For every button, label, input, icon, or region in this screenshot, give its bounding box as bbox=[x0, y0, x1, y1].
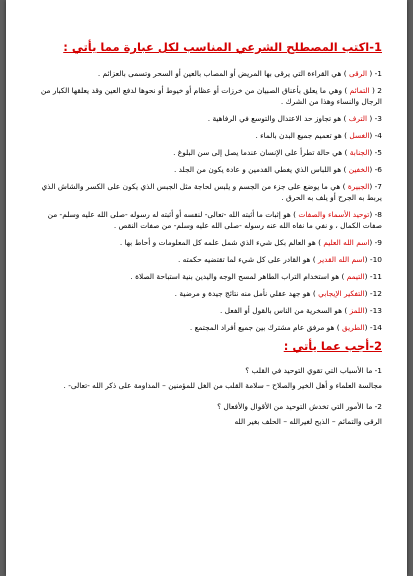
definition-text: ) هي القراءة التي يرقى بها المريض أو المصاب بالعين أو السحر وتسمى بالعزائم . bbox=[97, 69, 347, 78]
definitions-list bbox=[31, 68, 382, 333]
open-paren: ( bbox=[369, 165, 373, 174]
open-paren: ( bbox=[369, 69, 373, 78]
item-number: 2 bbox=[377, 86, 382, 95]
term-answer: الترف bbox=[346, 114, 370, 123]
open-paren: ( bbox=[364, 323, 368, 332]
open-paren: ( bbox=[369, 182, 373, 191]
term-answer: التفكير الإيجابي bbox=[318, 289, 365, 298]
term-answer: الخفين bbox=[348, 165, 370, 174]
item-number: 12- bbox=[369, 289, 382, 298]
open-paren: ( bbox=[369, 114, 373, 123]
open-paren: ( bbox=[372, 86, 375, 95]
term-answer: التيمم bbox=[346, 272, 365, 281]
definition-item bbox=[31, 305, 382, 316]
definition-item bbox=[31, 181, 382, 203]
definition-text: ) هي ما يوضع على جزء من الجسم و يلبس لحاجة مثل الجبس الذي يكون على الكسر والشاش الذي يربط به الجرح أو يلف به الحرق . bbox=[41, 182, 382, 202]
answer-text: الرقى والتمائم – الذبح لغيرالله – الحلف بغير الله bbox=[234, 417, 382, 426]
definition-text: ) هو جهد عقلي نأمل منه نتائج جيدة و مرضية . bbox=[174, 289, 316, 298]
definition-item bbox=[31, 271, 382, 282]
definition-item bbox=[31, 68, 382, 79]
definition-item bbox=[31, 113, 382, 124]
item-number: 1- bbox=[374, 69, 382, 78]
definition-text: ) هو إثبات ما أثبته الله -تعالى- لنفسه أو أثبته له رسوله -صلى الله عليه وسلم- من صفات الكمال ، و نفي ما نفاه الله عنه رسوله -صلى الله عليه وسلم- من صفات النقص . bbox=[47, 210, 382, 230]
open-paren: ( bbox=[369, 131, 373, 140]
definition-text: ) هو مرفق عام مشترك بين جميع أفراد المجتمع . bbox=[189, 323, 340, 332]
definition-item bbox=[31, 288, 382, 299]
term-answer: الرقى bbox=[346, 69, 370, 78]
term-answer: اللمز bbox=[349, 306, 365, 315]
definition-item bbox=[31, 237, 382, 248]
definition-item bbox=[31, 322, 382, 333]
definition-item bbox=[31, 130, 382, 141]
questions-list bbox=[31, 365, 382, 427]
term-answer: اسم الله العليم bbox=[323, 238, 370, 247]
definition-item bbox=[31, 147, 382, 158]
term-answer: اسم الله القدير bbox=[318, 255, 365, 264]
open-paren: ( bbox=[364, 306, 368, 315]
item-number: 3- bbox=[374, 114, 382, 123]
definition-text: ) هو تعميم جميع البدن بالماء . bbox=[255, 131, 347, 140]
question-text: 2- ما الأمور التي تخدش التوحيد من الأقوال والأفعال ؟ bbox=[217, 402, 382, 411]
open-paren: ( bbox=[364, 272, 368, 281]
page-content bbox=[31, 40, 382, 437]
section1-title: 1-اكتب المصطلح الشرعي المناسب لكل عبارة مما يأتي : bbox=[63, 40, 382, 54]
question-text: 1- ما الأسباب التي تقوي التوحيد في القلب ؟ bbox=[245, 366, 382, 375]
definition-item bbox=[31, 209, 382, 231]
definition-item bbox=[31, 85, 382, 107]
definition-text: ) هو القادر على كل شيء لما تقتضيه حكمته . bbox=[177, 255, 316, 264]
open-paren: ( bbox=[364, 289, 368, 298]
term-answer: الجبيرة bbox=[347, 182, 370, 191]
definition-text: ) هو استخدام التراب الطاهر لمسح الوجه واليدين بنية استباحة الصلاة . bbox=[130, 272, 345, 281]
item-number: 5- bbox=[374, 148, 382, 157]
item-number: 7- bbox=[374, 182, 382, 191]
item-number: 8- bbox=[374, 210, 382, 219]
definition-text: ) هي حالة تطرأ على الإنسان عندما يصل إلى سن البلوغ . bbox=[173, 148, 348, 157]
term-answer: الطريق bbox=[342, 323, 365, 332]
item-number: 10- bbox=[369, 255, 382, 264]
item-number: 13- bbox=[369, 306, 382, 315]
definition-text: ) هو تجاوز حد الاعتدال والتوسع في الرفاهية . bbox=[207, 114, 347, 123]
term-answer: الجنابة bbox=[349, 148, 370, 157]
term-answer: الغسل bbox=[349, 131, 370, 140]
document-page bbox=[6, 0, 407, 576]
definition-item bbox=[31, 164, 382, 175]
item-number: 6- bbox=[374, 165, 382, 174]
item-number: 14- bbox=[369, 323, 382, 332]
open-paren: ( bbox=[369, 210, 373, 219]
item-number: 9- bbox=[374, 238, 382, 247]
item-number: 11- bbox=[369, 272, 382, 281]
definition-text: ) وهي ما يعلق بأعناق الصبيان من خرزات أو عظام أو خيوط أو نحوها لدفع العين وقد يعلقها الكبار من الرجال والنساء وهذا من الشرك . bbox=[40, 86, 382, 106]
definition-text: ) هو اللباس الذي يغطي القدمين و عادة يكون من الجلد . bbox=[173, 165, 347, 174]
open-paren: ( bbox=[364, 255, 368, 264]
open-paren: ( bbox=[369, 238, 373, 247]
answer-text: مجالسة العلماء و أهل الخير والصلاح – سلامة القلب من الغل للمؤمنين – المداومة على ذكر الله -تعالى- . bbox=[63, 381, 382, 390]
open-paren: ( bbox=[369, 148, 373, 157]
item-number: 4- bbox=[374, 131, 382, 140]
section2-title: 2-أجب عما يأتي : bbox=[283, 339, 382, 353]
definition-item bbox=[31, 254, 382, 265]
term-answer: توحيد الأسماء والصفات bbox=[298, 210, 370, 219]
term-answer: التمائم bbox=[347, 86, 373, 95]
definition-text: ) هو العالم بكل شيء الذي شمل علمه كل المعلومات و أحاط بها . bbox=[119, 238, 321, 247]
definition-text: ) هو السخرية من الناس بالقول أو الفعل . bbox=[219, 306, 348, 315]
